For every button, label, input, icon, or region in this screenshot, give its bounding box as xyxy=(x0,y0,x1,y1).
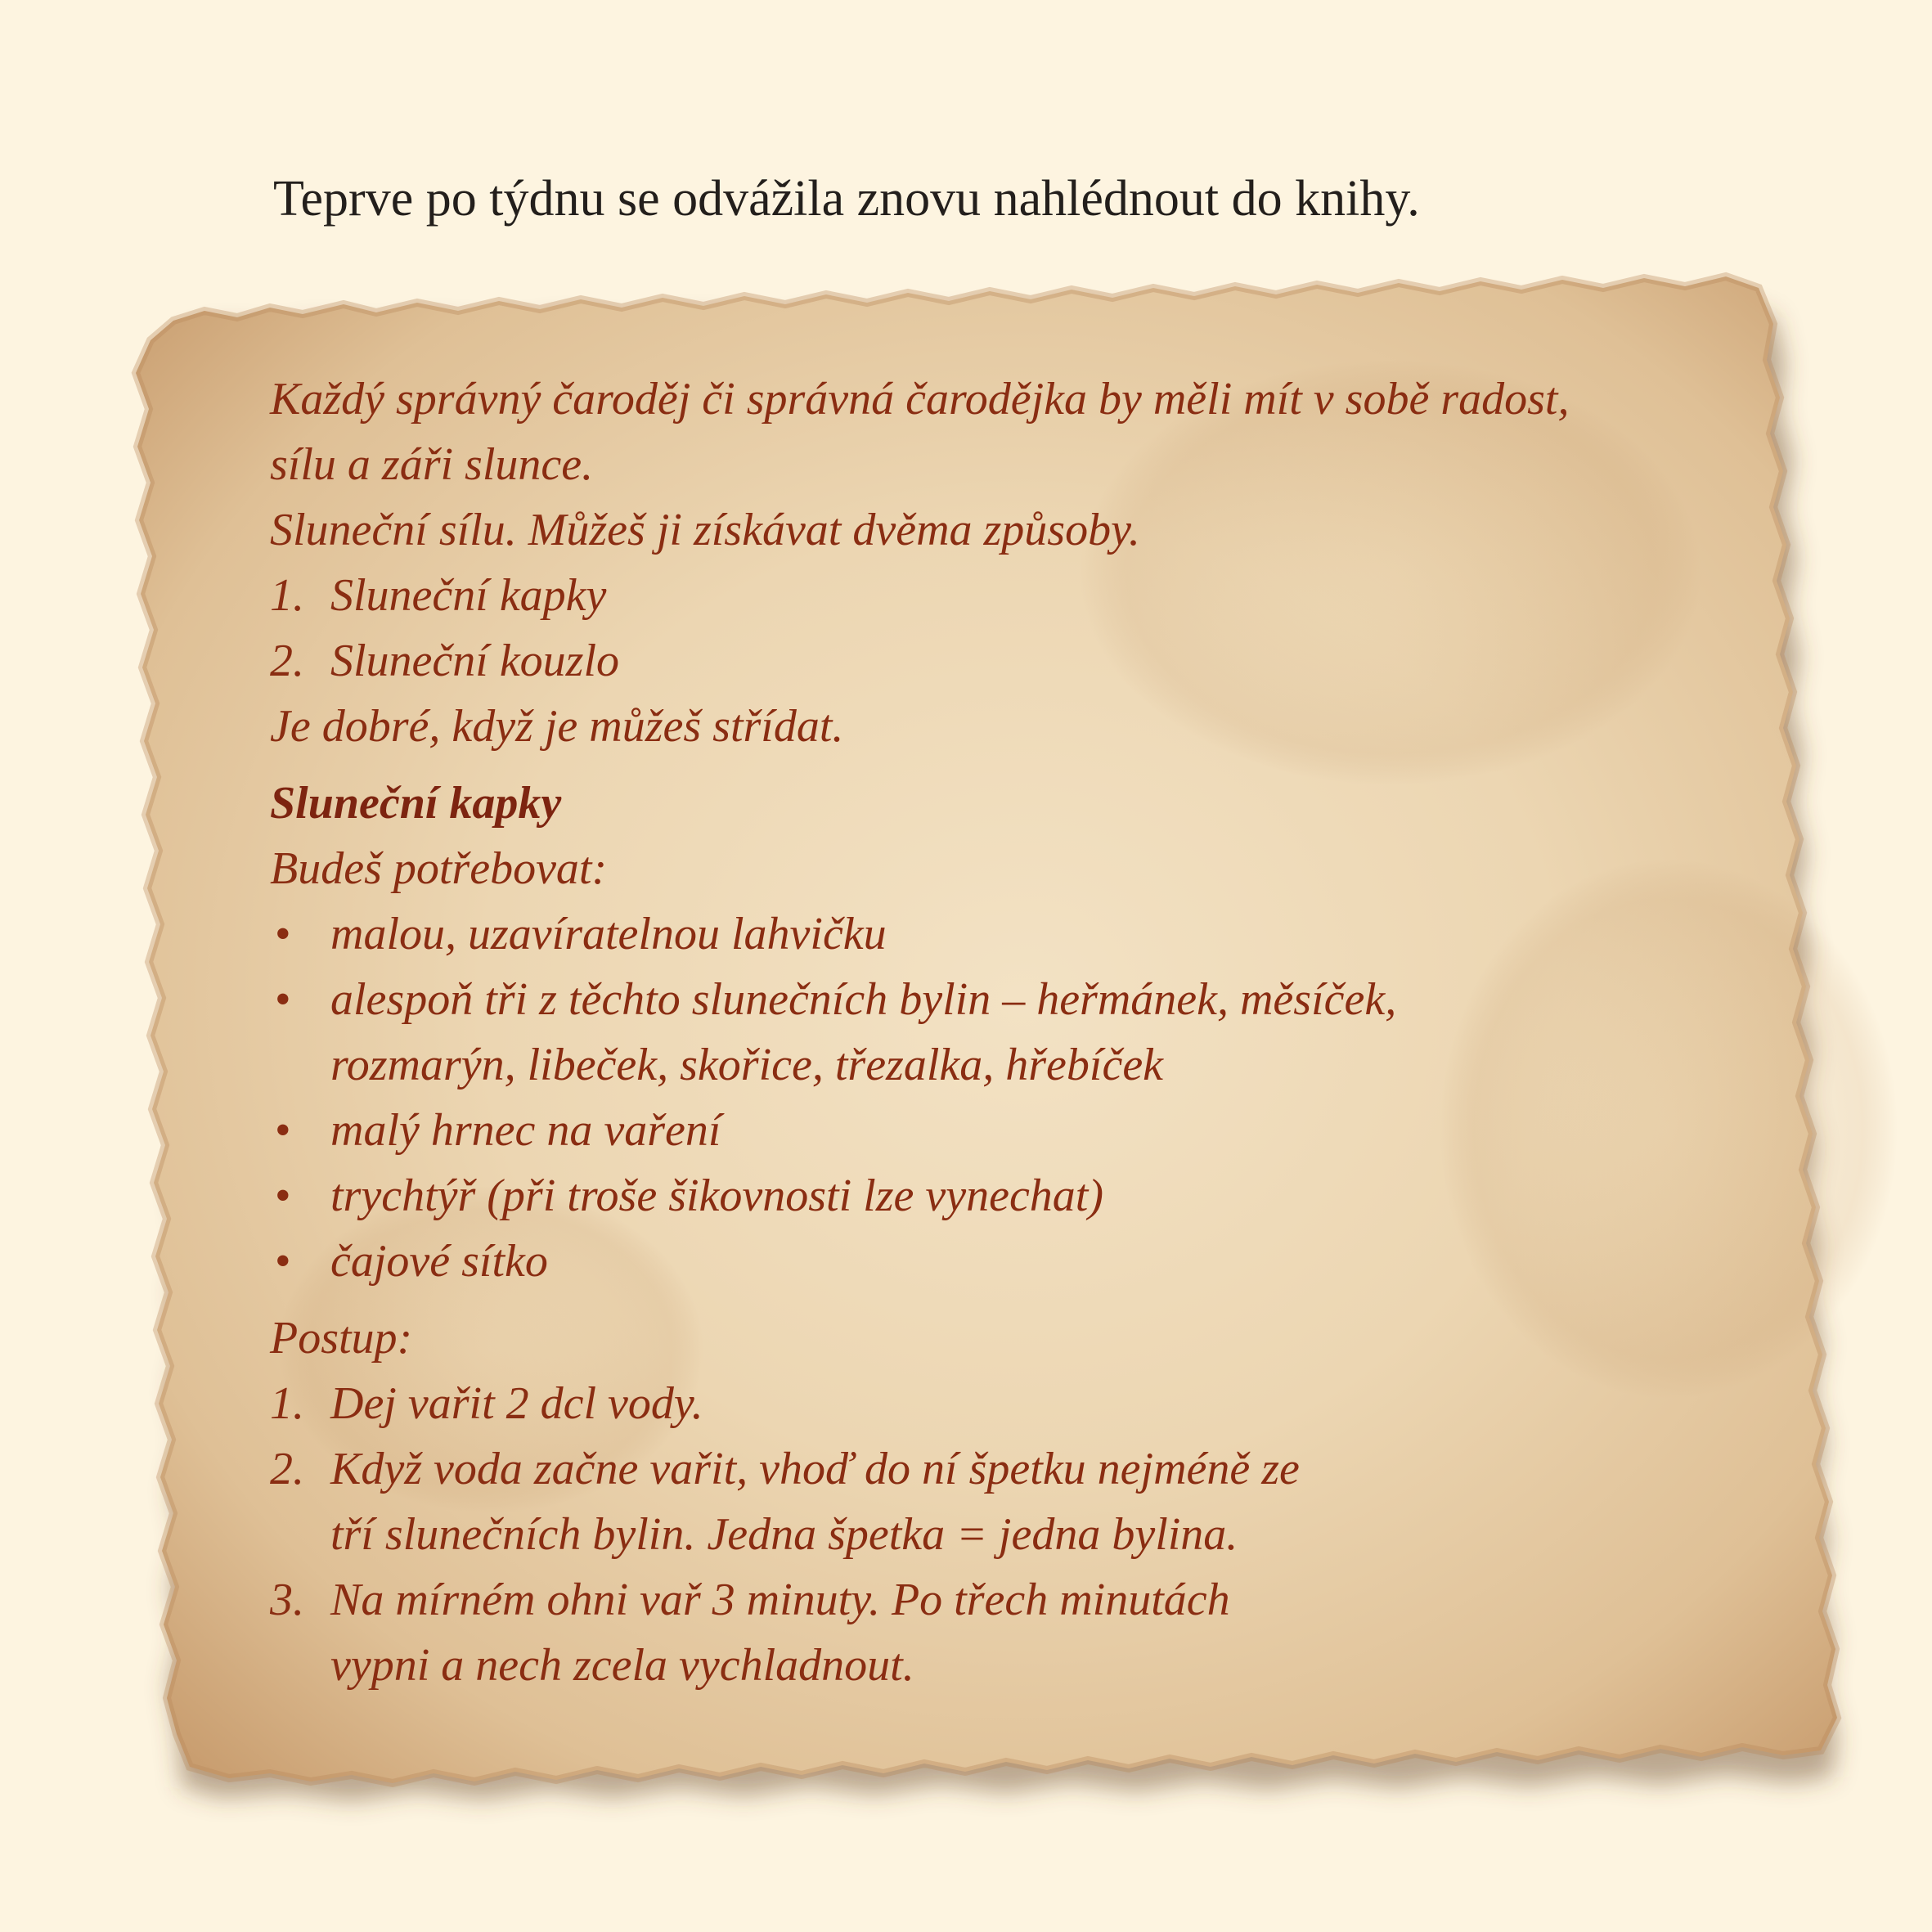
step-text: vypni a nech zcela vychladnout. xyxy=(330,1640,914,1691)
need-text: trychtýř (při troše šikovnosti lze vynechat) xyxy=(330,1170,1103,1221)
need-item xyxy=(270,901,1824,967)
intro-line: sílu a záři slunce. xyxy=(270,439,594,490)
section-title: Sluneční kapky xyxy=(270,778,562,829)
need-text: čajové sítko xyxy=(330,1236,548,1287)
need-item xyxy=(270,1098,1824,1163)
way-text: Sluneční kapky xyxy=(330,570,607,621)
need-item xyxy=(270,967,1824,1098)
intro-sentence: Teprve po týdnu se odvážila znovu nahlédnout do knihy. xyxy=(273,171,1420,227)
list-marker: 2. xyxy=(270,636,304,686)
need-text: malý hrnec na vaření xyxy=(330,1105,721,1156)
needs-label: Budeš potřebovat: xyxy=(270,843,608,894)
bullet-marker: • xyxy=(275,909,291,959)
parchment-text xyxy=(270,366,1824,1698)
step-item xyxy=(270,1436,1824,1567)
steps-label: Postup: xyxy=(270,1313,413,1364)
need-text: malou, uzavíratelnou lahvičku xyxy=(330,909,887,959)
step-text: Dej vařit 2 dcl vody. xyxy=(330,1378,703,1429)
need-text: rozmarýn, libeček, skořice, třezalka, hřebíček xyxy=(330,1040,1164,1090)
way-text: Sluneční kouzlo xyxy=(330,636,620,686)
need-text: alespoň tři z těchto slunečních bylin – heřmánek, měsíček, xyxy=(330,974,1397,1025)
list-marker: 1. xyxy=(270,1378,304,1429)
bullet-marker: • xyxy=(275,1105,291,1156)
bullet-marker: • xyxy=(275,1236,291,1287)
bullet-marker: • xyxy=(275,1170,291,1221)
way-item xyxy=(270,563,1824,628)
intro-line: Každý správný čaroděj či správná čarodějka by měli mít v sobě radost, xyxy=(270,374,1570,425)
need-item xyxy=(270,1163,1824,1229)
need-item xyxy=(270,1229,1824,1294)
step-text: tří slunečních bylin. Jedna špetka = jedna bylina. xyxy=(330,1509,1238,1560)
step-item xyxy=(270,1567,1824,1698)
step-text: Na mírném ohni vař 3 minuty. Po třech minutách xyxy=(330,1575,1230,1625)
bullet-marker: • xyxy=(275,974,291,1025)
step-item xyxy=(270,1371,1824,1436)
way-item xyxy=(270,628,1824,694)
list-marker: 3. xyxy=(270,1575,304,1625)
list-marker: 1. xyxy=(270,570,304,621)
step-text: Když voda začne vařit, vhoď do ní špetku nejméně ze xyxy=(330,1444,1300,1494)
list-marker: 2. xyxy=(270,1444,304,1494)
alternate-note: Je dobré, když je můžeš střídat. xyxy=(270,701,844,752)
intro-line: Sluneční sílu. Můžeš ji získávat dvěma způsoby. xyxy=(270,505,1140,555)
